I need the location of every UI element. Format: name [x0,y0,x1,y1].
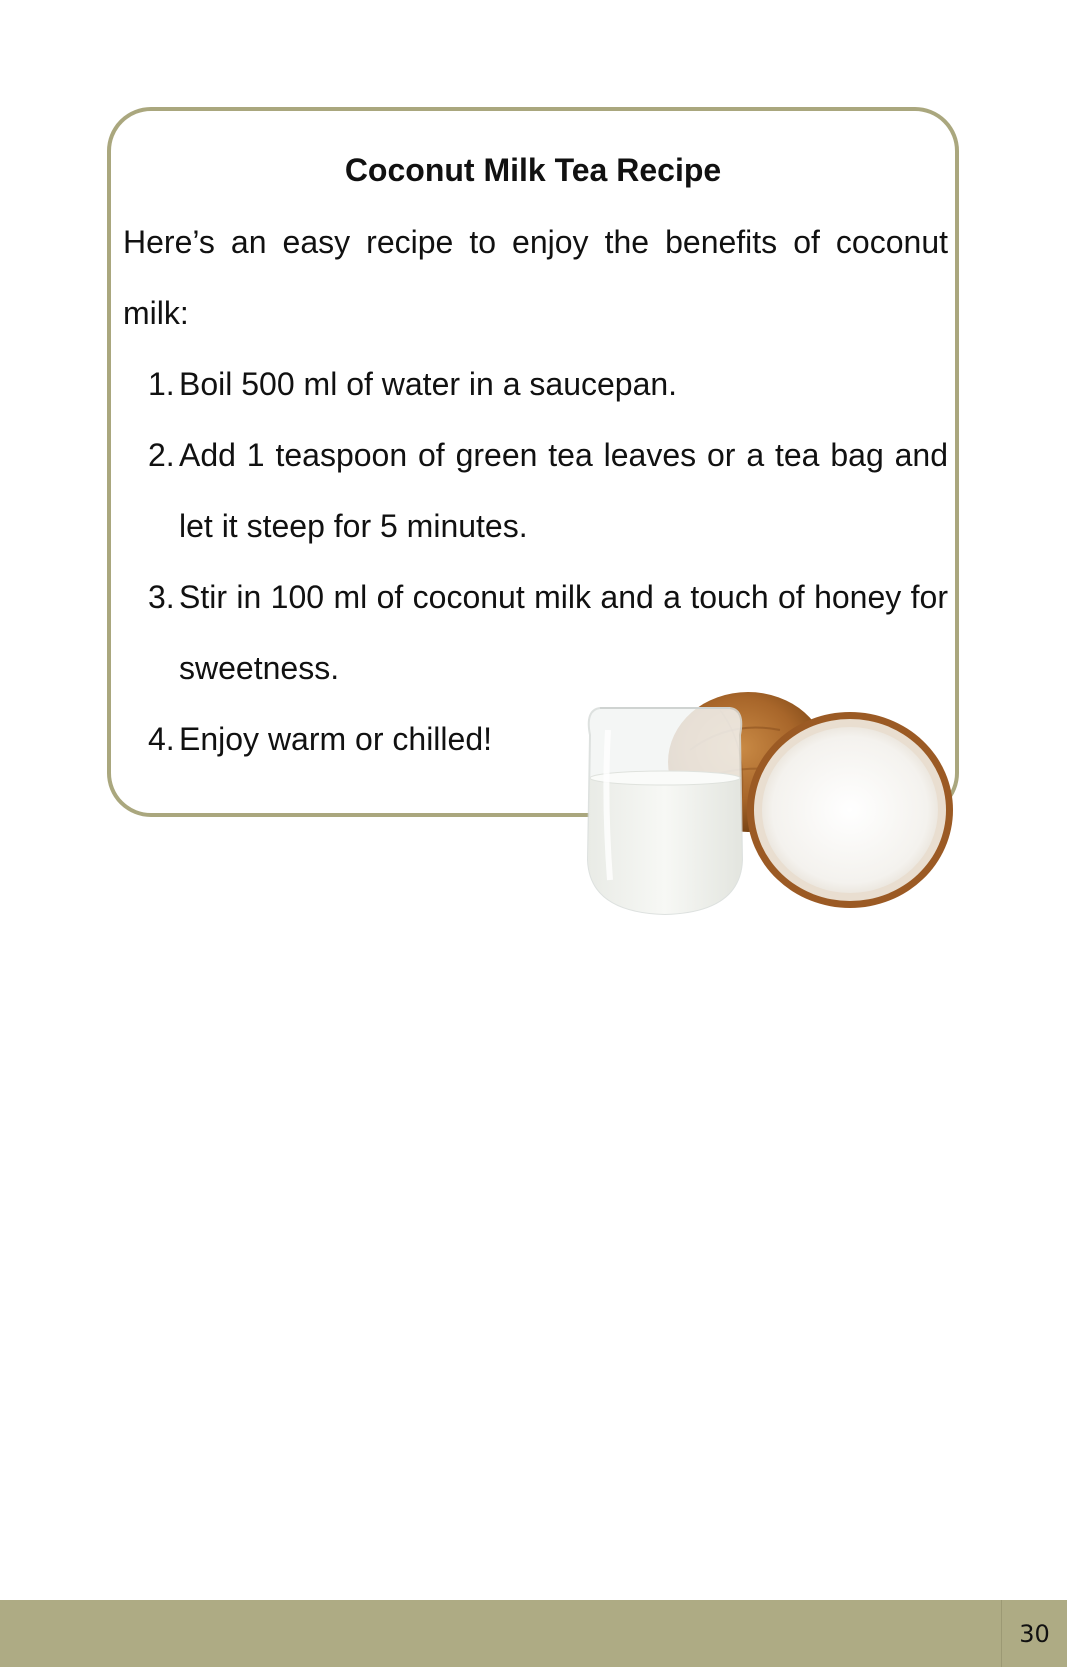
glass-of-milk-icon [588,708,742,914]
recipe-step [148,420,948,562]
step-text: Enjoy warm or chilled! [179,721,492,757]
coconut-half-icon [747,712,953,908]
recipe-intro: Here’s an easy recipe to enjoy the benefits of coconut milk: [123,224,948,331]
step-text: Boil 500 ml of water in a saucepan. [179,366,678,402]
recipe-title: Coconut Milk Tea Recipe [344,152,722,188]
step-number: 2. [148,437,175,473]
recipe-step [148,349,948,420]
step-text: Add 1 teaspoon of green tea leaves or a tea bag and let it steep for 5 minutes. [179,437,948,544]
recipe-step [148,562,948,704]
step-number: 4. [148,721,175,757]
step-number: 3. [148,579,175,615]
coconut-milk-illustration [580,690,960,960]
page-number: 30 [1001,1600,1067,1667]
footer-bar [0,1600,1067,1667]
step-text: Stir in 100 ml of coconut milk and a touch of honey for sweetness. [179,579,948,686]
step-number: 1. [148,366,175,402]
